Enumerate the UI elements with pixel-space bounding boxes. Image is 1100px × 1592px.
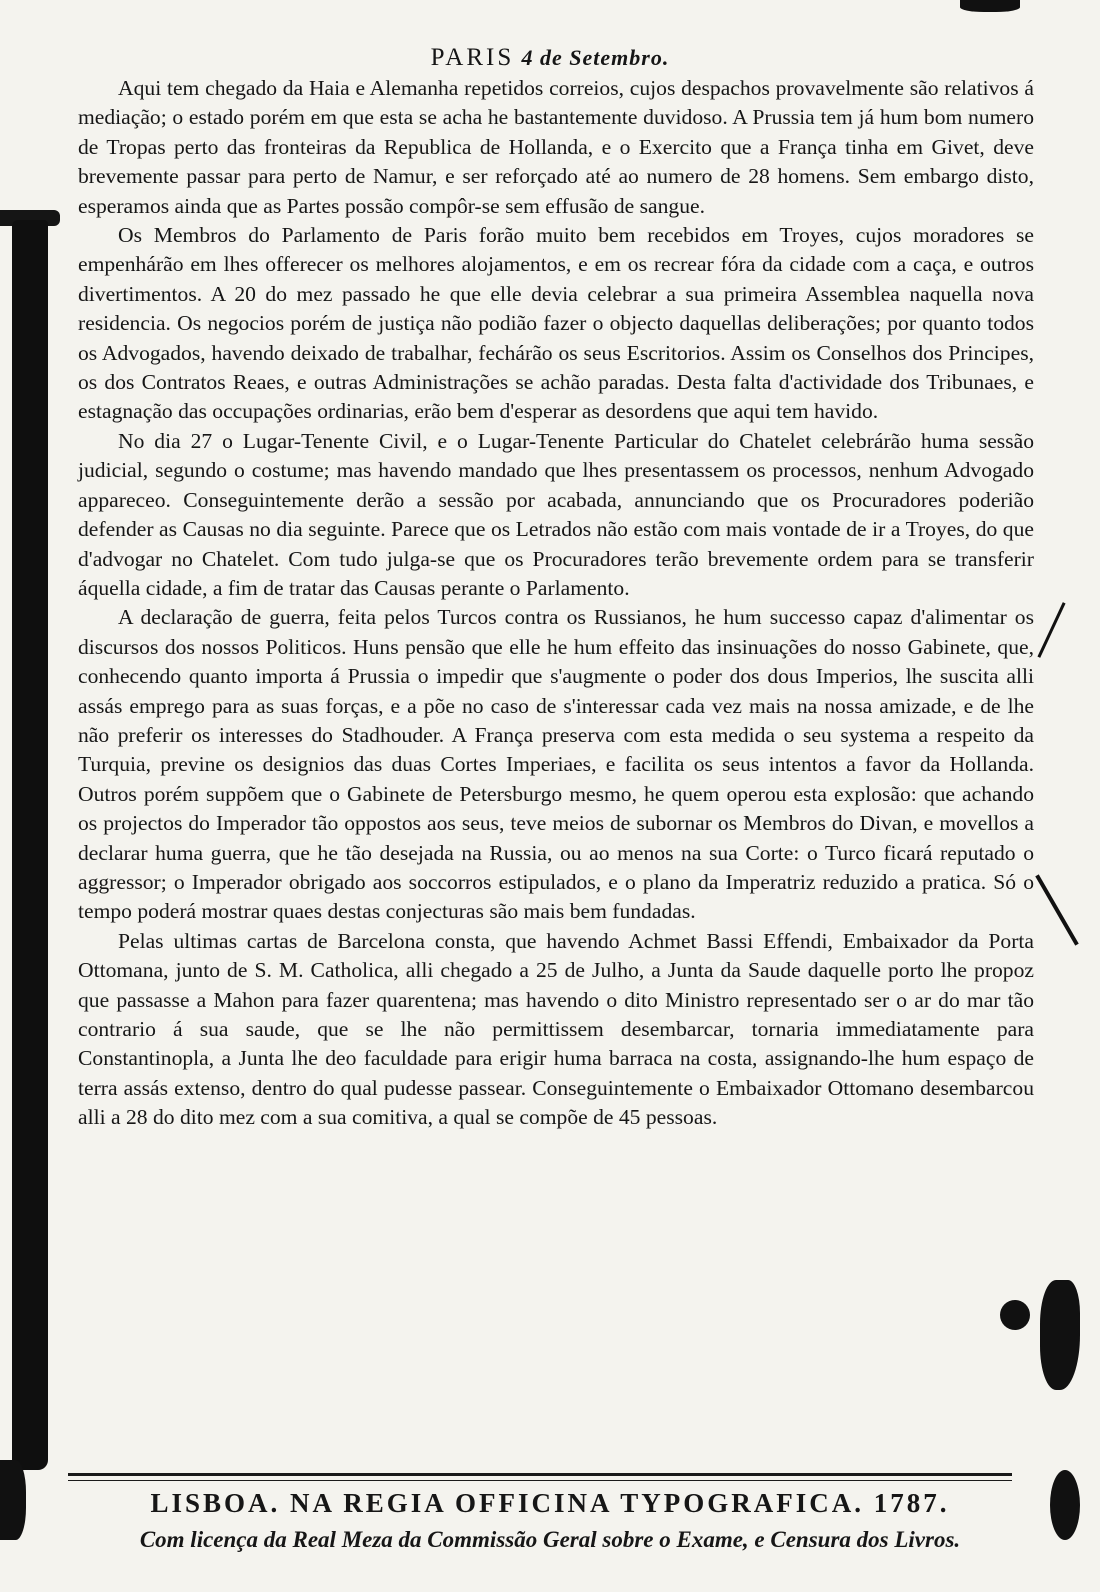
ink-stroke-right-2 [1037,602,1065,658]
dateline-city: PARIS [430,44,515,71]
ink-blot-right-small [1000,1300,1030,1330]
paragraph-parlamento: Os Membros do Parlamento de Paris forão muito bem recebidos em Troyes, cujos moradores se empenhárão em lhes offerecer os melhores alojamentos, e em os recrear fóra da cidade com a caça, e outros divertimentos. A 20 do mez passado he que elle devia celebrar a sua primeira Assemblea naquella nova residencia. Os negocios porém de justiça não podião fazer o objecto daquellas deliberações; por quanto todos os Advogados, havendo deixado de trabalhar, fechárão os seus Escritorios. Assim os Conselhos dos Principes, os dos Contratos Reaes, e outras Administrações se achão paradas. Desta falta d'actividade dos Tribunaes, e estagnação das occupações ordinarias, erão bem d'esperar as desordens que aqui tem havido. [78,223,1034,424]
footer-rule-thick [68,1473,1012,1476]
binding-spine-shadow [12,220,48,1470]
paragraph-barcelona: Pelas ultimas cartas de Barcelona consta, que havendo Achmet Bassi Effendi, Embaixador da Porta Ottomana, junto de S. M. Catholica, alli chegado a 25 de Julho, a Junta da Saude daquelle porto lhe propoz que passasse a Mahon para fazer quarentena; mas havendo o dito Ministro representado ser o ar do mar tão contrario á sua saude, que se lhe não permittissem desembarcar, tornaria immediatamente para Constantinopla, a Junta lhe deo faculdade para erigir huma barraca na costa, assignando-lhe hum espaço de terra assás extenso, dentro do qual pudesse passear. Conseguintemente o Embaixador Ottomano desembarcou alli a 28 do dito mez com a sua comitiva, a qual se compõe de 45 pessoas. [78,928,1034,1130]
ink-blot-right [1040,1280,1080,1390]
footer-rule-thin [68,1480,1012,1481]
paragraph-chatelet: No dia 27 o Lugar-Tenente Civil, e o Lugar-Tenente Particular do Chatelet celebrárão huma sessão judicial, segundo o costume; mas havendo mandado que lhes presentassem os processos, nenhum Advogado appareceo. Conseguintemente derão a sessão por acabada, annunciando que os Procuradores poderião defender as Causas no dia seguinte. Parece que os Letrados não estão com mais vontade de ir a Troyes, do que d'advogar no Chatelet. Com tudo julga-se que os Procuradores terão brevemente ordem para se transferir áquella cidade, a fim de tratar das Causas perante o Parlamento. [78,428,1034,600]
imprint-line: LISBOA. NA REGIA OFFICINA TYPOGRAFICA. 1787. [150,1488,950,1518]
license-line: Com licença da Real Meza da Commissão Geral sobre o Exame, e Censura dos Livros. [139,1527,961,1552]
paragraph-guerra: A declaração de guerra, feita pelos Turcos contra os Russianos, he hum successo capaz d'alimentar os discursos dos nossos Politicos. Huns pensão que elle he hum effeito das insinuações do nosso Gabinete, que, conhecendo quanto importa á Prussia o impedir que s'augmente o poder dos dous Imperios, lhe suscita alli assás emprego para as suas forças, e a põe no caso de s'interessar cada vez mais na nossa amizade, e de lhe não preferir os interesses do Stadhouder. A França preserva com esta medida o seu systema a respeito da Turquia, previne os designios das duas Cortes Imperiaes, e facilita os seus intentos a favor da Hollanda. Outros porém suppõem que o Gabinete de Petersburgo mesmo, he quem operou esta explosão: que achando os projectos do Imperador tão oppostos aos seus, teve meios de subornar os Membros do Divan, e movellos a declarar huma guerra, que he tão desejada na Russia, ou ao menos na sua Corte: o Turco ficará reputado o aggressor; o Imperador obrigado aos soccorros estipulados, e o plano da Imperatriz reduzido a pratica. Só o tempo poderá mostrar quaes destas conjecturas são mais bem fundadas. [78,605,1034,924]
dateline-date: 4 de Setembro. [521,45,670,70]
paragraph-mediation: Aqui tem chegado da Haia e Alemanha repetidos correios, cujos despachos provavelmente são relativos á mediação; o estado porém em que esta se acha he bastantemente duvidoso. A Prussia tem já hum bom numero de Tropas perto das fronteiras da Republica de Hollanda, e o Exercito que a França tinha em Givet, deve brevemente passar para perto de Namur, e ser reforçado até ao numero de 28 homens. Sem embargo disto, esperamos ainda que as Partes possão compôr-se sem effusão de sangue. [78,76,1034,218]
article-body [78,74,1034,1133]
ink-blot-top-right [960,0,1020,12]
ink-stroke-right [1035,874,1078,945]
dateline [0,44,1100,72]
